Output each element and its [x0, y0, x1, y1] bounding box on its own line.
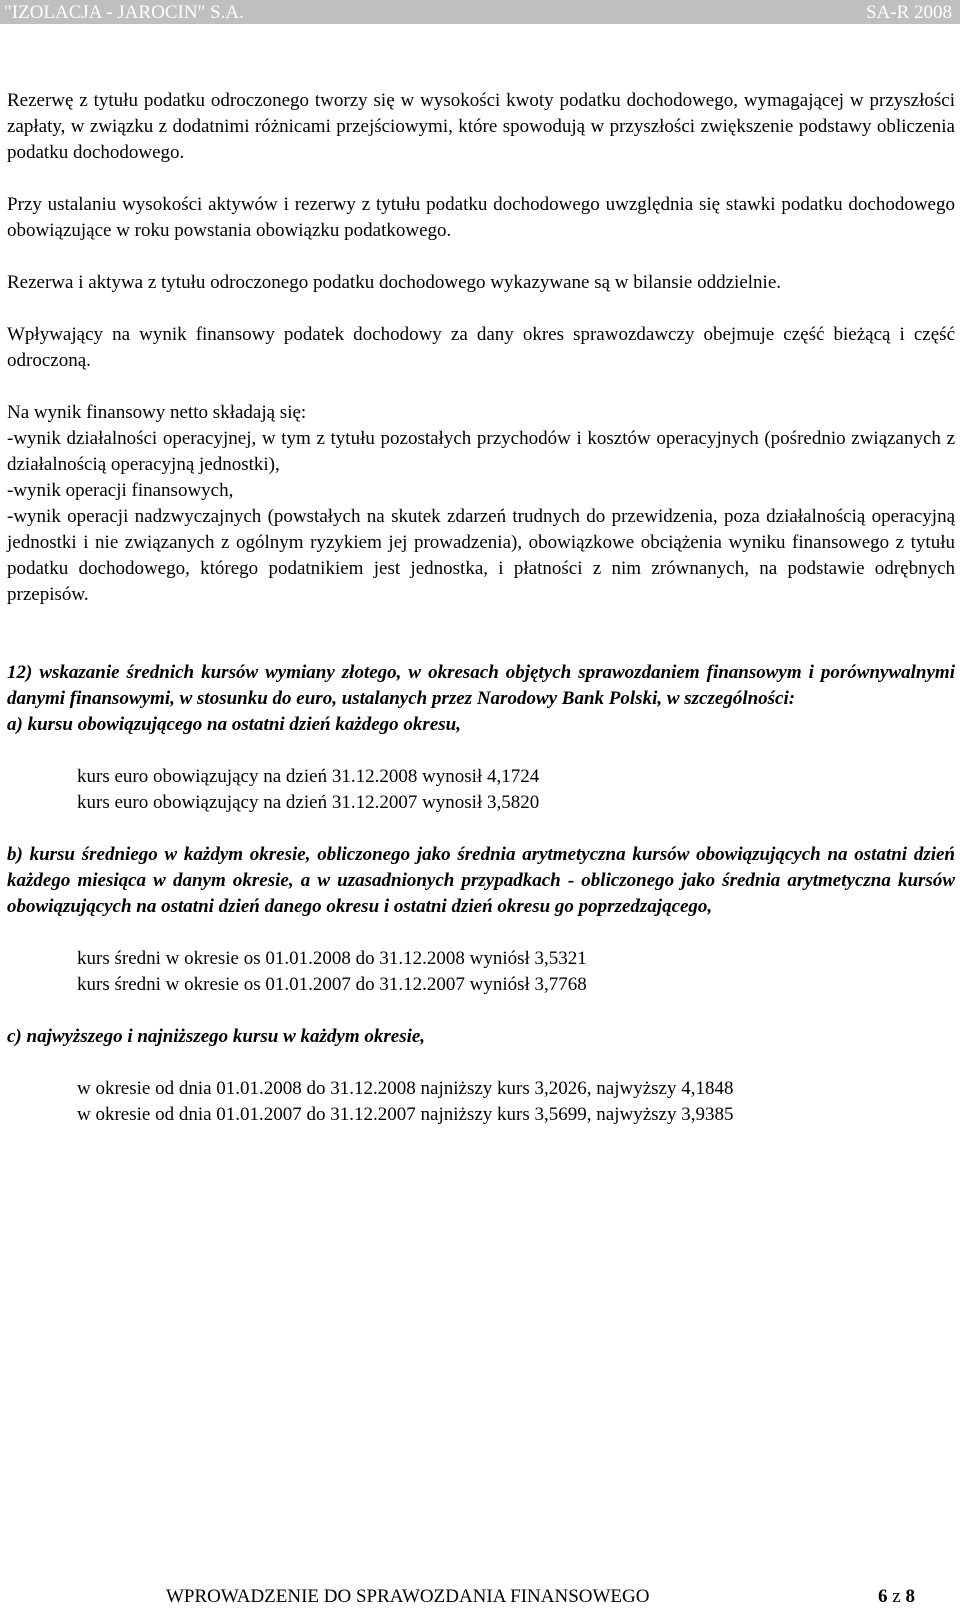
paragraph-income-tax: Wpływający na wynik finansowy podatek dochodowy za dany okres sprawozdawczy obejmuje część bieżącą i część odroczoną. [7, 324, 955, 371]
net-result-item-extraordinary: -wynik operacji nadzwyczajnych (powstałych na skutek zdarzeń trudnych do przewidzenia, poza działalnością operacyjną jednostki i nie związanych z ogólnym ryzykiem jej prowadzenia), obowiązkowe obciążenia wyniku finansowego z tytułu podatku dochodowego, którego podatnikiem jest jednostka, i płatności z nim zrównanych, na podstawie odrębnych przepisów. [7, 506, 955, 605]
document-body [7, 88, 955, 1128]
section-12a-rates [7, 764, 955, 816]
page-number [878, 1586, 915, 1608]
rate-line: kurs euro obowiązujący na dzień 31.12.2007 wynosił 3,5820 [77, 792, 540, 813]
page-total: 8 [905, 1586, 915, 1607]
page-of: z [892, 1586, 901, 1607]
paragraph-deferred-tax-reserve: Rezerwę z tytułu podatku odroczonego tworzy się w wysokości kwoty podatku dochodowego, wymagającej w przyszłości zapłaty, w związku z dodatnimi różnicami przejściowymi, które spowodują w przyszłości zwiększenie podstawy obliczenia podatku dochodowego. [7, 90, 955, 163]
header-company: "IZOLACJA - JAROCIN" S.A. [4, 2, 244, 23]
paragraph-balance-sheet: Rezerwa i aktywa z tytułu odroczonego podatku dochodowego wykazywane są w bilansie oddzielnie. [7, 272, 781, 293]
net-result-item-financial: -wynik operacji finansowych, [7, 480, 234, 501]
paragraph-net-result-intro: Na wynik finansowy netto składają się: [7, 402, 307, 423]
section-12a-heading: a) kursu obowiązującego na ostatni dzień każdego okresu, [7, 714, 461, 735]
rate-line: kurs euro obowiązujący na dzień 31.12.2008 wynosił 4,1724 [77, 766, 540, 787]
section-12-heading: 12) wskazanie średnich kursów wymiany złotego, w okresach objętych sprawozdaniem finansowym i porównywalnymi danymi finansowymi, w stosunku do euro, ustalanych przez Narodowy Bank Polski, w szczególności: [7, 662, 955, 709]
page-header [0, 0, 960, 24]
section-12c-heading: c) najwyższego i najniższego kursu w każdym okresie, [7, 1026, 426, 1047]
section-12c-rates [7, 1076, 955, 1128]
rate-line: kurs średni w okresie os 01.01.2008 do 31.12.2008 wyniósł 3,5321 [77, 948, 587, 969]
section-12b-heading: b) kursu średniego w każdym okresie, obliczonego jako średnia arytmetyczna kursów obowiązujących na ostatni dzień każdego miesiąca w danym okresie, a w uzasadnionych przypadkach - obliczonego jako średnia arytmetyczna kursów obowiązujących na ostatni dzień danego okresu i ostatni dzień okresu go poprzedzającego, [7, 844, 955, 917]
footer-title: WPROWADZENIE DO SPRAWOZDANIA FINANSOWEGO [166, 1586, 650, 1607]
rate-line: kurs średni w okresie os 01.01.2007 do 31.12.2007 wyniósł 3,7768 [77, 974, 587, 995]
rate-line: w okresie od dnia 01.01.2007 do 31.12.2007 najniższy kurs 3,5699, najwyższy 3,9385 [77, 1104, 734, 1125]
rate-line: w okresie od dnia 01.01.2008 do 31.12.2008 najniższy kurs 3,2026, najwyższy 4,1848 [77, 1078, 734, 1099]
net-result-item-operating: -wynik działalności operacyjnej, w tym z tytułu pozostałych przychodów i kosztów operacyjnych (pośrednio związanych z działalnością operacyjną jednostki), [7, 428, 955, 475]
page-current: 6 [878, 1586, 888, 1607]
section-12b-rates [7, 946, 955, 998]
paragraph-tax-rates: Przy ustalaniu wysokości aktywów i rezerwy z tytułu podatku dochodowego uwzględnia się stawki podatku dochodowego obowiązujące w roku powstania obowiązku podatkowego. [7, 194, 955, 241]
header-report-id: SA-R 2008 [865, 2, 952, 23]
